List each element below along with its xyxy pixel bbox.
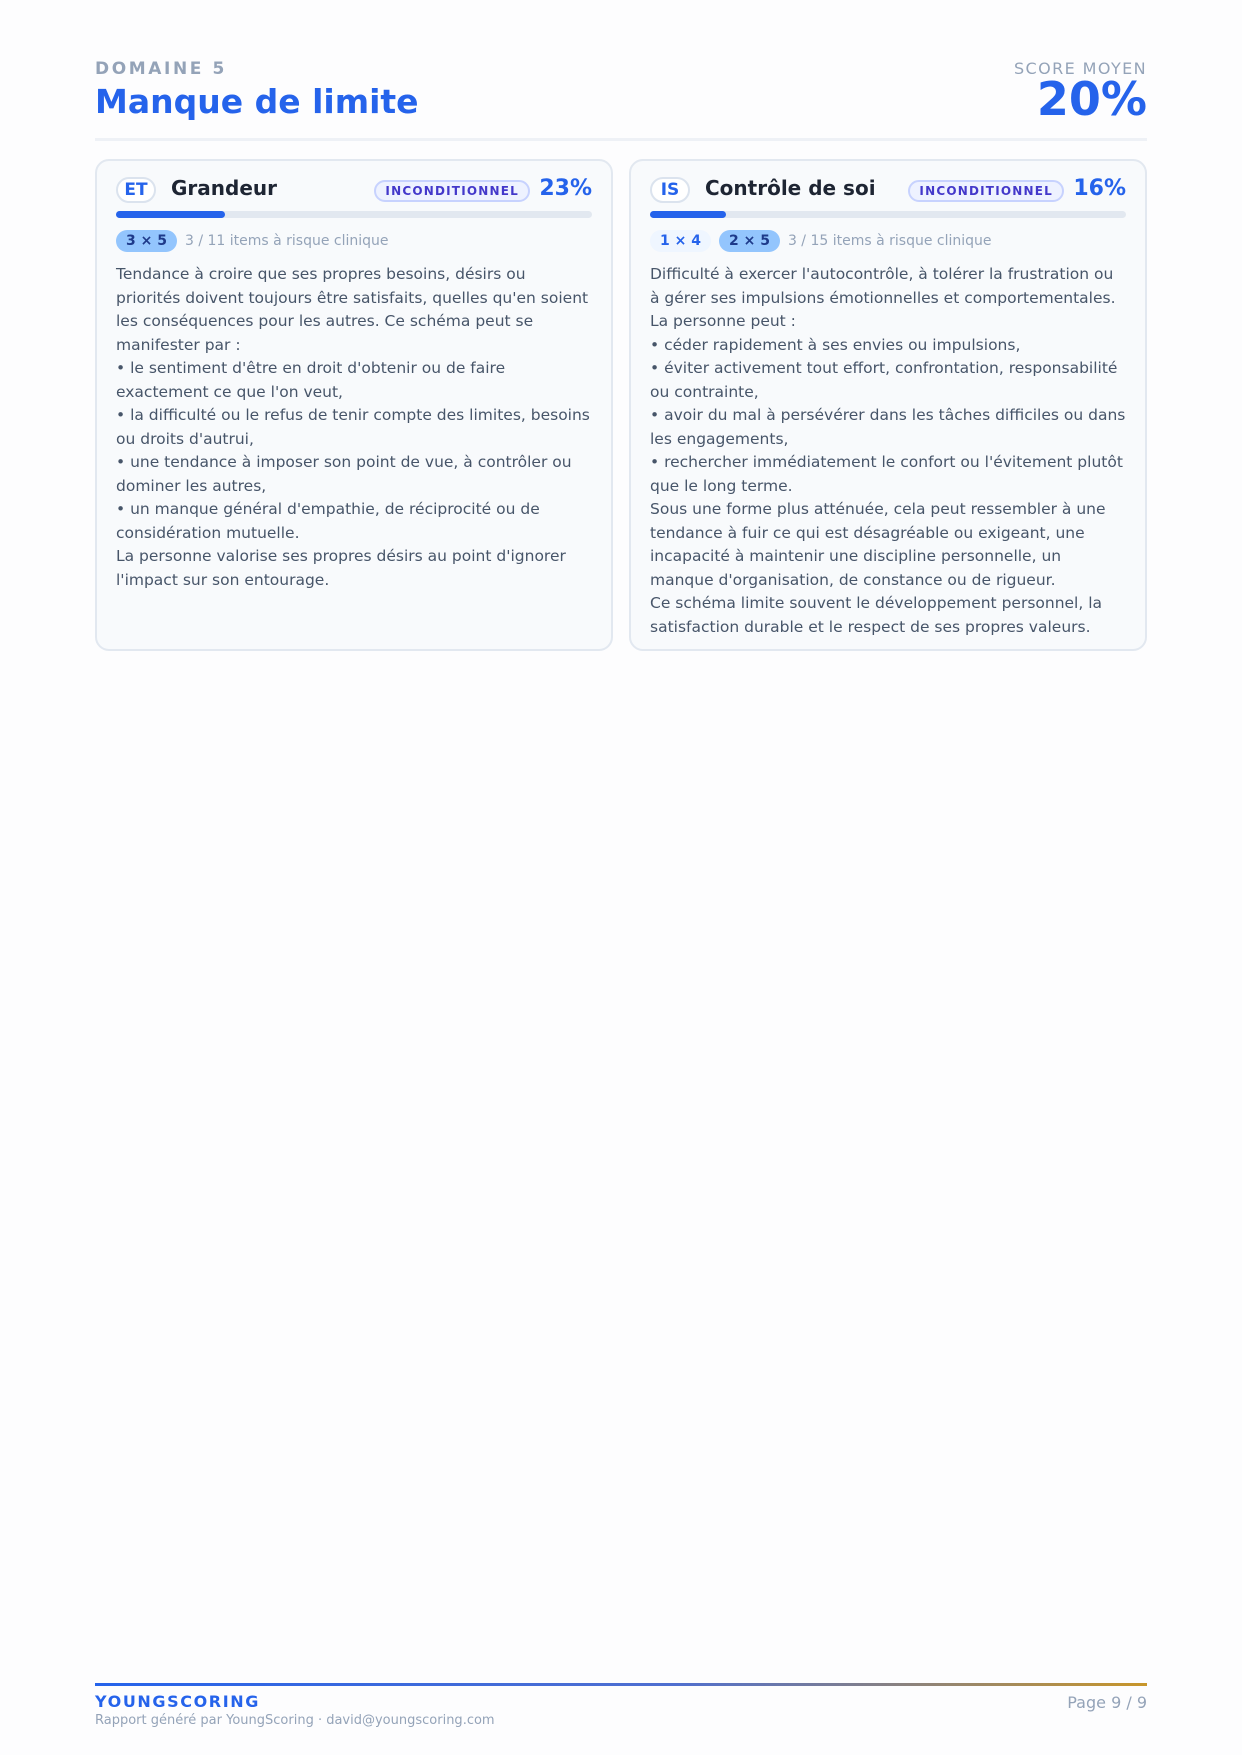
schema-card-grandeur [95,159,613,651]
schema-type-tag: INCONDITIONNEL [374,180,530,202]
schema-type-tag: INCONDITIONNEL [908,180,1064,202]
schema-progress-fill [650,211,726,218]
schema-progress-bar [650,211,1126,218]
description-line: • le sentiment d'être en droit d'obtenir ou de faire exactement ce que l'on veut, [116,359,506,401]
description-line: • un manque général d'empathie, de réciprocité ou de considération mutuelle. [116,500,540,542]
schema-description [116,263,592,592]
average-score-label: SCORE MOYEN [1013,59,1147,78]
schema-percent: 16% [1073,176,1126,201]
items-row [650,229,1126,253]
footer-divider [95,1683,1147,1686]
page-number: Page 9 / 9 [1067,1693,1147,1712]
description-line: • rechercher immédiatement le confort ou l'évitement plutôt que le long terme. [650,453,1123,495]
page-footer [95,1683,1147,1728]
items-at-risk-text: 3 / 11 items à risque clinique [184,233,389,249]
schema-progress-fill [116,211,225,218]
items-row [116,229,592,253]
schema-description [650,263,1126,639]
description-line: La personne valorise ses propres désirs au point d'ignorer l'impact sur son entourage. [116,547,566,589]
schema-code-badge: IS [650,177,690,203]
score-chip: 1 × 4 [650,230,711,252]
domain-header [95,56,1147,141]
schema-title: Contrôle de soi [705,176,876,200]
domain-title: Manque de limite [95,82,419,121]
description-line: • éviter activement tout effort, confrontation, responsabilité ou contrainte, [650,359,1118,401]
items-at-risk-text: 3 / 15 items à risque clinique [787,233,992,249]
description-line: • avoir du mal à persévérer dans les tâches difficiles ou dans les engagements, [650,406,1126,448]
domain-label: DOMAINE 5 [95,59,227,79]
card-header [650,161,1126,211]
description-line: Ce schéma limite souvent le développement personnel, la satisfaction durable et le respect de ses propres valeurs. [650,594,1103,636]
description-line: • céder rapidement à ses envies ou impulsions, [650,335,1021,354]
schema-progress-bar [116,211,592,218]
average-score-value: 20% [1036,72,1147,126]
footer-brand: YOUNGSCORING [95,1692,260,1711]
description-line: Tendance à croire que ses propres besoins, désirs ou priorités doivent toujours être satisfaits, quelles qu'en soient les conséquences pour les autres. Ce schéma peut se manifester par : [116,265,589,354]
schema-percent: 23% [539,176,592,201]
card-header [116,161,592,211]
description-line: Sous une forme plus atténuée, cela peut ressembler à une tendance à fuir ce qui est désagréable ou exigeant, une incapacité à maintenir une discipline personnelle, un manque d'organisation, de constance ou de rigueur. [650,500,1106,589]
score-chip: 2 × 5 [719,230,780,252]
footer-generated-text: Rapport généré par YoungScoring · david@youngscoring.com [95,1713,495,1728]
schema-code-badge: ET [116,177,156,203]
schema-title: Grandeur [171,176,277,200]
description-line: • la difficulté ou le refus de tenir compte des limites, besoins ou droits d'autrui, [116,406,590,448]
description-line: • une tendance à imposer son point de vue, à contrôler ou dominer les autres, [116,453,572,495]
score-chip: 3 × 5 [116,230,177,252]
description-line: Difficulté à exercer l'autocontrôle, à tolérer la frustration ou à gérer ses impulsions émotionnelles et comportementales. La personne peut : [650,265,1116,330]
schema-card-controle-de-soi [629,159,1147,651]
